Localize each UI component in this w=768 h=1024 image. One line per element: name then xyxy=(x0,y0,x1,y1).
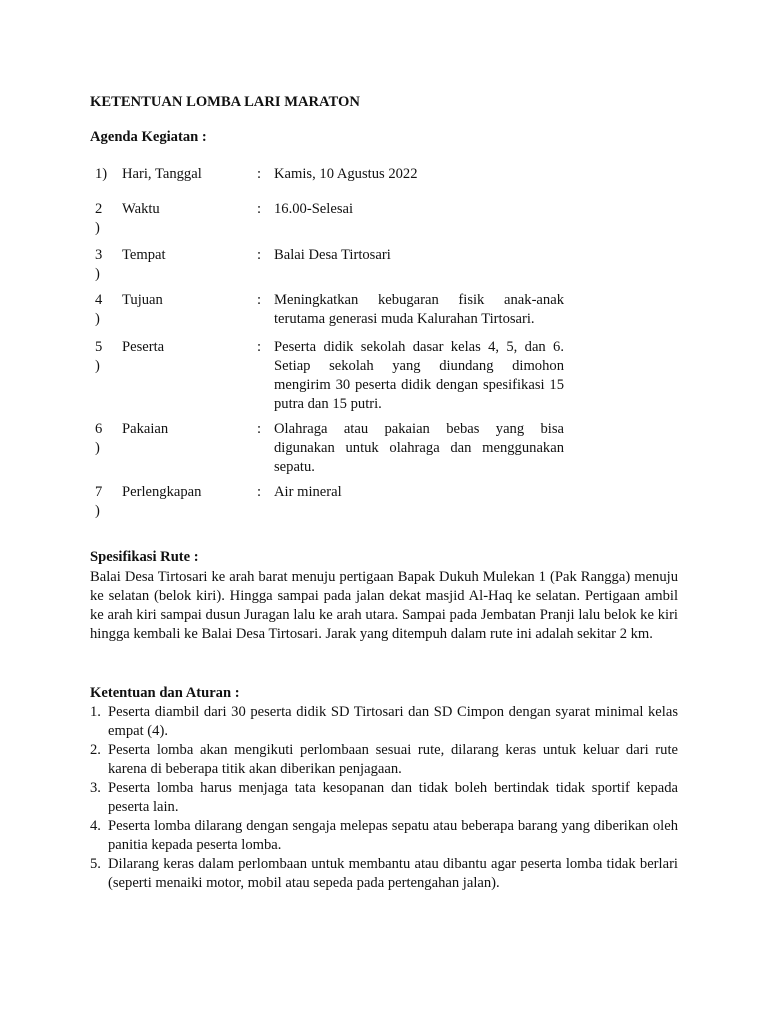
agenda-row-colon: : xyxy=(257,201,262,217)
list-item-text: Peserta lomba dilarang dengan sengaja melepas sepatu atau beberapa barang yang diberikan oleh panitia kepada peserta lomba. xyxy=(108,818,678,853)
agenda-row-label: Hari, Tanggal xyxy=(122,166,202,182)
list-item-number: 2. xyxy=(90,742,101,758)
agenda-row-value: Meningkatkan kebugaran fisik anak-anak terutama generasi muda Kalurahan Tirtosari. xyxy=(274,292,564,327)
list-item xyxy=(90,817,678,855)
agenda-row-number: 1) xyxy=(95,166,108,182)
agenda-row-colon: : xyxy=(257,247,262,263)
agenda-row-label: Pakaian xyxy=(122,421,169,437)
agenda-row-colon: : xyxy=(257,421,262,437)
agenda-row-value: Balai Desa Tirtosari xyxy=(274,247,391,263)
agenda-row-colon: : xyxy=(257,166,262,182)
agenda-row-label: Peserta xyxy=(122,339,165,355)
list-item-number: 1. xyxy=(90,704,101,720)
list-item-number: 4. xyxy=(90,818,101,834)
list-item xyxy=(90,855,678,893)
agenda-row-colon: : xyxy=(257,292,262,308)
rules-list xyxy=(90,703,678,893)
list-item xyxy=(90,703,678,741)
agenda-row-number: 7 ) xyxy=(95,484,103,519)
agenda-row-number: 4 ) xyxy=(95,292,103,327)
list-item-text: Peserta lomba akan mengikuti perlombaan sesuai rute, dilarang keras untuk keluar dari rute karena di beberapa titik akan diberikan penjagaan. xyxy=(108,742,678,777)
agenda-row-value: Kamis, 10 Agustus 2022 xyxy=(274,166,418,182)
agenda-row-number: 5 ) xyxy=(95,339,103,374)
agenda-row-value: Peserta didik sekolah dasar kelas 4, 5, dan 6. Setiap sekolah yang diundang dimohon mengirim 30 peserta didik dengan spesifikasi 15 putra dan 15 putri. xyxy=(274,339,564,412)
agenda-table xyxy=(90,165,566,523)
agenda-row xyxy=(90,483,566,523)
list-item xyxy=(90,779,678,817)
agenda-row-number: 6 ) xyxy=(95,421,103,456)
agenda-row-colon: : xyxy=(257,339,262,355)
list-item-number: 5. xyxy=(90,856,101,872)
agenda-heading: Agenda Kegiatan : xyxy=(90,129,207,145)
agenda-row-label: Perlengkapan xyxy=(122,484,202,500)
agenda-row-number: 2 ) xyxy=(95,201,103,236)
route-heading: Spesifikasi Rute : xyxy=(90,549,199,565)
document-title: KETENTUAN LOMBA LARI MARATON xyxy=(90,94,360,110)
agenda-row-label: Tujuan xyxy=(122,292,163,308)
agenda-row-value: 16.00-Selesai xyxy=(274,201,354,217)
list-item-number: 3. xyxy=(90,780,101,796)
agenda-row xyxy=(90,338,566,420)
rules-heading: Ketentuan dan Aturan : xyxy=(90,685,240,701)
agenda-row xyxy=(90,200,566,246)
agenda-row-colon: : xyxy=(257,484,262,500)
agenda-row xyxy=(90,420,566,483)
document-page xyxy=(90,0,678,1024)
agenda-row-value: Air mineral xyxy=(274,484,342,500)
list-item-text: Peserta lomba harus menjaga tata kesopanan dan tidak boleh bertindak tidak sportif kepada peserta lain. xyxy=(108,780,678,815)
agenda-row xyxy=(90,246,566,291)
agenda-row xyxy=(90,291,566,338)
agenda-row xyxy=(90,165,566,200)
agenda-row-value: Olahraga atau pakaian bebas yang bisa digunakan untuk olahraga dan menggunakan sepatu. xyxy=(274,421,564,475)
list-item-text: Dilarang keras dalam perlombaan untuk membantu atau dibantu agar peserta lomba tidak berlari (seperti menaiki motor, mobil atau sepeda pada pertengahan jalan). xyxy=(108,856,678,891)
route-description: Balai Desa Tirtosari ke arah barat menuju pertigaan Bapak Dukuh Mulekan 1 (Pak Rangga) menuju ke selatan (belok kiri). Hingga sampai pada jalan dekat masjid Al-Haq ke selatan. Pertigaan ambil ke arah kiri sampai dusun Juragan lalu ke arah utara. Sampai pada Jembatan Pranji lalu belok ke kiri hingga kembali ke Balai Desa Tirtosari. Jarak yang ditempuh dalam rute ini adalah sekitar 2 km. xyxy=(90,569,678,642)
agenda-row-label: Waktu xyxy=(122,201,160,217)
list-item-text: Peserta diambil dari 30 peserta didik SD Tirtosari dan SD Cimpon dengan syarat minimal kelas empat (4). xyxy=(108,704,678,739)
agenda-row-number: 3 ) xyxy=(95,247,103,282)
agenda-row-label: Tempat xyxy=(122,247,166,263)
list-item xyxy=(90,741,678,779)
